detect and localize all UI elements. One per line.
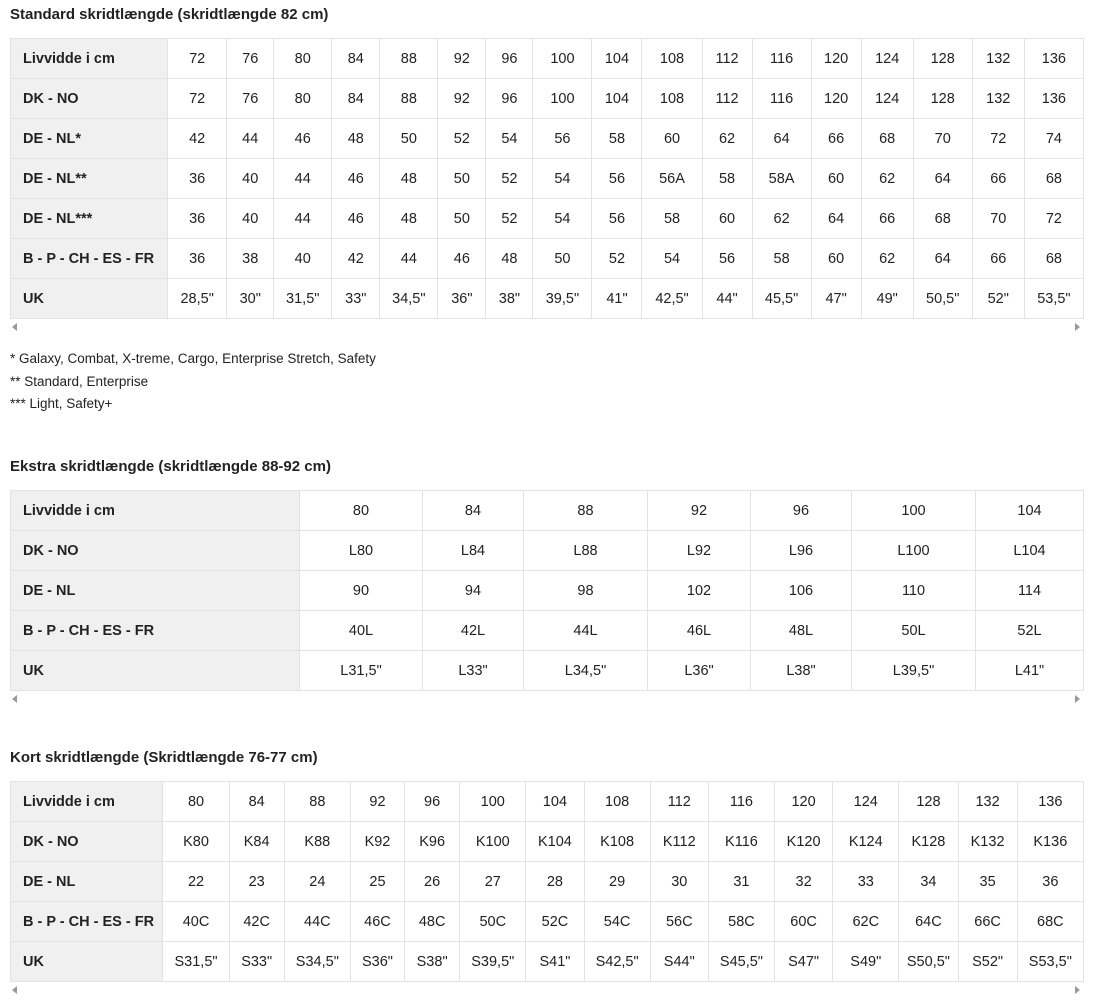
table-cell: 46 xyxy=(332,199,380,239)
table-cell: 68 xyxy=(1024,159,1083,199)
table-cell: 62C xyxy=(833,902,899,942)
table-cell: 49" xyxy=(861,279,913,319)
table-cell: 104 xyxy=(592,39,642,79)
row-header: Livvidde i cm xyxy=(11,491,300,531)
table-cell: 44 xyxy=(274,199,332,239)
table-cell: 128 xyxy=(913,79,972,119)
table-cell: S41" xyxy=(526,942,584,982)
table-cell: 38" xyxy=(486,279,533,319)
table-cell: 58 xyxy=(752,239,811,279)
table-cell: 56A xyxy=(642,159,702,199)
table-row xyxy=(11,942,1084,982)
table-cell: 40 xyxy=(274,239,332,279)
table-cell: 66 xyxy=(861,199,913,239)
table-cell: 42 xyxy=(168,119,227,159)
row-header: DE - NL xyxy=(11,862,163,902)
scroll-left-arrow-icon[interactable] xyxy=(12,323,17,331)
table-cell: 50 xyxy=(533,239,592,279)
table-cell: 64 xyxy=(752,119,811,159)
table-cell: K108 xyxy=(584,822,650,862)
table-cell: 24 xyxy=(284,862,350,902)
table-cell: 34 xyxy=(899,862,958,902)
table-cell: 104 xyxy=(526,782,584,822)
table-row xyxy=(11,611,1084,651)
table-row xyxy=(11,119,1084,159)
table-cell: 28,5" xyxy=(168,279,227,319)
table-cell: 106 xyxy=(751,571,852,611)
table-cell: L92 xyxy=(648,531,751,571)
table-cell: 94 xyxy=(423,571,524,611)
scroll-right-arrow-icon[interactable] xyxy=(1075,695,1080,703)
table-cell: 88 xyxy=(380,79,438,119)
table-cell: 56C xyxy=(650,902,708,942)
table-cell: S34,5" xyxy=(284,942,350,982)
table-cell: L33" xyxy=(423,651,524,691)
table-cell: 36 xyxy=(1017,862,1083,902)
table-cell: L88 xyxy=(524,531,648,571)
table-row xyxy=(11,822,1084,862)
table-cell: 104 xyxy=(976,491,1084,531)
table-cell: S49" xyxy=(833,942,899,982)
table-cell: 92 xyxy=(350,782,404,822)
table-cell: 46C xyxy=(350,902,404,942)
table-cell: 50L xyxy=(852,611,976,651)
row-header: DE - NL** xyxy=(11,159,168,199)
table-cell: 68 xyxy=(861,119,913,159)
table-cell: 48C xyxy=(405,902,460,942)
table-cell: 44L xyxy=(524,611,648,651)
table-row xyxy=(11,491,1084,531)
table-cell: 40 xyxy=(227,159,274,199)
table-cell: 90 xyxy=(300,571,423,611)
table-cell: 48 xyxy=(332,119,380,159)
table-cell: S47" xyxy=(775,942,833,982)
table-row xyxy=(11,902,1084,942)
row-header: DE - NL*** xyxy=(11,199,168,239)
table-cell: 50C xyxy=(460,902,526,942)
extra-size-table-container xyxy=(10,490,1084,691)
table-cell: 124 xyxy=(861,79,913,119)
table-cell: 26 xyxy=(405,862,460,902)
table-cell: 132 xyxy=(972,79,1024,119)
row-header: B - P - CH - ES - FR xyxy=(11,611,300,651)
table-cell: 116 xyxy=(752,79,811,119)
table-cell: 33 xyxy=(833,862,899,902)
table-cell: 45,5" xyxy=(752,279,811,319)
table-cell: 42L xyxy=(423,611,524,651)
table-cell: 66 xyxy=(972,239,1024,279)
table-cell: K92 xyxy=(350,822,404,862)
row-header: UK xyxy=(11,942,163,982)
table-cell: 48L xyxy=(751,611,852,651)
table-cell: 36" xyxy=(438,279,486,319)
table-cell: 92 xyxy=(648,491,751,531)
table-cell: 39,5" xyxy=(533,279,592,319)
table-cell: 30" xyxy=(227,279,274,319)
table-cell: S50,5" xyxy=(899,942,958,982)
table-cell: 52 xyxy=(438,119,486,159)
table-cell: 84 xyxy=(332,79,380,119)
row-header: DK - NO xyxy=(11,822,163,862)
table-cell: 53,5" xyxy=(1024,279,1083,319)
row-header: DK - NO xyxy=(11,531,300,571)
table-cell: 84 xyxy=(423,491,524,531)
table-cell: 124 xyxy=(833,782,899,822)
table-cell: 72 xyxy=(1024,199,1083,239)
table-cell: K100 xyxy=(460,822,526,862)
table-cell: 46L xyxy=(648,611,751,651)
table-cell: 54 xyxy=(533,199,592,239)
table-row xyxy=(11,782,1084,822)
table-row xyxy=(11,199,1084,239)
table-cell: 62 xyxy=(702,119,752,159)
table-row xyxy=(11,651,1084,691)
table-cell: 35 xyxy=(958,862,1017,902)
table-row xyxy=(11,39,1084,79)
table-cell: 74 xyxy=(1024,119,1083,159)
table-cell: S52" xyxy=(958,942,1017,982)
table-cell: 56 xyxy=(592,159,642,199)
table-cell: 60C xyxy=(775,902,833,942)
table-cell: 108 xyxy=(642,79,702,119)
table-row xyxy=(11,531,1084,571)
table-cell: L80 xyxy=(300,531,423,571)
table-cell: 132 xyxy=(972,39,1024,79)
table-cell: L34,5" xyxy=(524,651,648,691)
table-cell: 68C xyxy=(1017,902,1083,942)
table-cell: S38" xyxy=(405,942,460,982)
table-cell: 54C xyxy=(584,902,650,942)
standard-section-title: Standard skridtlængde (skridtlængde 82 cm) xyxy=(10,6,329,23)
table-cell: 116 xyxy=(752,39,811,79)
table-cell: 72 xyxy=(972,119,1024,159)
table-cell: 64 xyxy=(913,159,972,199)
extra-section-title: Ekstra skridtlængde (skridtlængde 88-92 cm) xyxy=(10,458,331,475)
table-cell: 80 xyxy=(274,79,332,119)
table-cell: 46 xyxy=(438,239,486,279)
table-cell: 44C xyxy=(284,902,350,942)
extra-table-scrollbar[interactable] xyxy=(10,692,1084,706)
footnote-triple-star: *** Light, Safety+ xyxy=(10,396,113,411)
table-cell: 23 xyxy=(229,862,284,902)
table-cell: S53,5" xyxy=(1017,942,1083,982)
table-cell: 27 xyxy=(460,862,526,902)
table-cell: 88 xyxy=(524,491,648,531)
table-cell: 96 xyxy=(405,782,460,822)
table-cell: 50,5" xyxy=(913,279,972,319)
table-cell: 92 xyxy=(438,39,486,79)
table-cell: 68 xyxy=(1024,239,1083,279)
table-cell: K128 xyxy=(899,822,958,862)
table-cell: 66C xyxy=(958,902,1017,942)
table-cell: 58A xyxy=(752,159,811,199)
table-cell: 108 xyxy=(642,39,702,79)
table-cell: 64 xyxy=(913,239,972,279)
table-cell: 96 xyxy=(486,39,533,79)
table-row xyxy=(11,571,1084,611)
table-cell: 40 xyxy=(227,199,274,239)
table-cell: 116 xyxy=(708,782,774,822)
table-cell: 108 xyxy=(584,782,650,822)
table-cell: 36 xyxy=(168,239,227,279)
table-cell: 80 xyxy=(274,39,332,79)
table-row xyxy=(11,159,1084,199)
table-cell: 58C xyxy=(708,902,774,942)
table-cell: 100 xyxy=(533,39,592,79)
table-cell: 112 xyxy=(650,782,708,822)
table-cell: 36 xyxy=(168,159,227,199)
table-cell: 80 xyxy=(300,491,423,531)
table-cell: 38 xyxy=(227,239,274,279)
table-cell: 136 xyxy=(1024,79,1083,119)
table-cell: 120 xyxy=(811,79,861,119)
table-cell: 76 xyxy=(227,39,274,79)
table-cell: 44 xyxy=(227,119,274,159)
table-cell: 54 xyxy=(533,159,592,199)
table-cell: 66 xyxy=(811,119,861,159)
table-cell: 76 xyxy=(227,79,274,119)
table-cell: 56 xyxy=(533,119,592,159)
table-cell: 62 xyxy=(861,239,913,279)
row-header: DE - NL xyxy=(11,571,300,611)
table-cell: 110 xyxy=(852,571,976,611)
table-cell: 120 xyxy=(811,39,861,79)
table-cell: 128 xyxy=(913,39,972,79)
table-cell: K80 xyxy=(163,822,229,862)
table-cell: 47" xyxy=(811,279,861,319)
table-cell: 64C xyxy=(899,902,958,942)
table-cell: 52L xyxy=(976,611,1084,651)
extra-size-table xyxy=(10,490,1084,691)
table-cell: 58 xyxy=(592,119,642,159)
table-cell: 52" xyxy=(972,279,1024,319)
footnote-double-star: ** Standard, Enterprise xyxy=(10,373,149,389)
table-cell: S44" xyxy=(650,942,708,982)
table-cell: 29 xyxy=(584,862,650,902)
table-cell: 50 xyxy=(438,199,486,239)
scroll-right-arrow-icon[interactable] xyxy=(1075,986,1080,994)
row-header: B - P - CH - ES - FR xyxy=(11,902,163,942)
table-cell: L96 xyxy=(751,531,852,571)
short-section-title: Kort skridtlængde (Skridtlængde 76-77 cm) xyxy=(10,749,318,766)
table-cell: 40L xyxy=(300,611,423,651)
table-cell: 100 xyxy=(852,491,976,531)
table-cell: 60 xyxy=(811,159,861,199)
table-cell: L31,5" xyxy=(300,651,423,691)
scroll-left-arrow-icon[interactable] xyxy=(12,986,17,994)
short-table-scrollbar[interactable] xyxy=(10,983,1084,997)
table-cell: 64 xyxy=(811,199,861,239)
table-cell: 128 xyxy=(899,782,958,822)
table-cell: 50 xyxy=(380,119,438,159)
scroll-left-arrow-icon[interactable] xyxy=(12,695,17,703)
table-cell: 72 xyxy=(168,79,227,119)
table-cell: 56 xyxy=(592,199,642,239)
table-cell: 52 xyxy=(592,239,642,279)
table-cell: 44 xyxy=(380,239,438,279)
table-cell: 42,5" xyxy=(642,279,702,319)
table-cell: 104 xyxy=(592,79,642,119)
table-cell: 48 xyxy=(380,199,438,239)
table-cell: 70 xyxy=(913,119,972,159)
table-cell: 30 xyxy=(650,862,708,902)
table-cell: 132 xyxy=(958,782,1017,822)
table-cell: 92 xyxy=(438,79,486,119)
table-cell: K96 xyxy=(405,822,460,862)
table-cell: 42C xyxy=(229,902,284,942)
table-cell: 60 xyxy=(642,119,702,159)
scroll-right-arrow-icon[interactable] xyxy=(1075,323,1080,331)
table-cell: 28 xyxy=(526,862,584,902)
table-cell: L36" xyxy=(648,651,751,691)
table-cell: S39,5" xyxy=(460,942,526,982)
table-cell: 72 xyxy=(168,39,227,79)
table-cell: 70 xyxy=(972,199,1024,239)
table-cell: 48 xyxy=(380,159,438,199)
table-cell: K124 xyxy=(833,822,899,862)
footnote-single-star: * Galaxy, Combat, X-treme, Cargo, Enterprise Stretch, Safety xyxy=(10,351,376,366)
table-cell: 112 xyxy=(702,79,752,119)
row-header: UK xyxy=(11,279,168,319)
table-cell: 54 xyxy=(486,119,533,159)
table-cell: L104 xyxy=(976,531,1084,571)
table-cell: 44" xyxy=(702,279,752,319)
table-row xyxy=(11,79,1084,119)
short-size-table-container xyxy=(10,781,1084,982)
table-cell: 54 xyxy=(642,239,702,279)
table-cell: K112 xyxy=(650,822,708,862)
row-header: Livvidde i cm xyxy=(11,39,168,79)
table-cell: S45,5" xyxy=(708,942,774,982)
table-cell: L84 xyxy=(423,531,524,571)
table-cell: 96 xyxy=(486,79,533,119)
row-header: DK - NO xyxy=(11,79,168,119)
table-cell: 36 xyxy=(168,199,227,239)
table-cell: 48 xyxy=(486,239,533,279)
table-cell: 100 xyxy=(460,782,526,822)
footnotes xyxy=(10,348,376,416)
table-cell: 52 xyxy=(486,159,533,199)
table-cell: K88 xyxy=(284,822,350,862)
table-cell: 100 xyxy=(533,79,592,119)
row-header: Livvidde i cm xyxy=(11,782,163,822)
table-cell: 31 xyxy=(708,862,774,902)
table-cell: 96 xyxy=(751,491,852,531)
table-cell: 62 xyxy=(752,199,811,239)
table-cell: 32 xyxy=(775,862,833,902)
table-cell: S42,5" xyxy=(584,942,650,982)
table-cell: 68 xyxy=(913,199,972,239)
standard-size-table xyxy=(10,38,1084,319)
table-cell: S31,5" xyxy=(163,942,229,982)
table-cell: 40C xyxy=(163,902,229,942)
table-cell: 102 xyxy=(648,571,751,611)
table-cell: 62 xyxy=(861,159,913,199)
table-cell: 136 xyxy=(1024,39,1083,79)
table-cell: 44 xyxy=(274,159,332,199)
table-cell: 25 xyxy=(350,862,404,902)
row-header: B - P - CH - ES - FR xyxy=(11,239,168,279)
table-cell: 52C xyxy=(526,902,584,942)
table-cell: 84 xyxy=(332,39,380,79)
table-cell: K120 xyxy=(775,822,833,862)
table-cell: 124 xyxy=(861,39,913,79)
table-cell: 98 xyxy=(524,571,648,611)
table-cell: 120 xyxy=(775,782,833,822)
row-header: UK xyxy=(11,651,300,691)
table-cell: L38" xyxy=(751,651,852,691)
table-cell: L39,5" xyxy=(852,651,976,691)
table-cell: 46 xyxy=(274,119,332,159)
table-cell: 33" xyxy=(332,279,380,319)
row-header: DE - NL* xyxy=(11,119,168,159)
standard-table-scrollbar[interactable] xyxy=(10,320,1084,334)
table-cell: L100 xyxy=(852,531,976,571)
table-cell: 84 xyxy=(229,782,284,822)
table-cell: K116 xyxy=(708,822,774,862)
table-cell: 136 xyxy=(1017,782,1083,822)
table-row xyxy=(11,279,1084,319)
table-cell: 88 xyxy=(284,782,350,822)
table-cell: 80 xyxy=(163,782,229,822)
table-cell: 66 xyxy=(972,159,1024,199)
table-cell: K136 xyxy=(1017,822,1083,862)
table-cell: K132 xyxy=(958,822,1017,862)
table-row xyxy=(11,239,1084,279)
table-cell: 88 xyxy=(380,39,438,79)
table-cell: S33" xyxy=(229,942,284,982)
table-cell: 42 xyxy=(332,239,380,279)
table-row xyxy=(11,862,1084,902)
table-cell: 58 xyxy=(702,159,752,199)
table-cell: 22 xyxy=(163,862,229,902)
table-cell: K84 xyxy=(229,822,284,862)
table-cell: S36" xyxy=(350,942,404,982)
table-cell: L41" xyxy=(976,651,1084,691)
standard-size-table-container xyxy=(10,38,1084,319)
table-cell: 46 xyxy=(332,159,380,199)
short-size-table xyxy=(10,781,1084,982)
table-cell: 114 xyxy=(976,571,1084,611)
table-cell: 58 xyxy=(642,199,702,239)
table-cell: 50 xyxy=(438,159,486,199)
table-cell: 56 xyxy=(702,239,752,279)
table-cell: 41" xyxy=(592,279,642,319)
table-cell: 60 xyxy=(811,239,861,279)
table-cell: 34,5" xyxy=(380,279,438,319)
table-cell: 60 xyxy=(702,199,752,239)
table-cell: K104 xyxy=(526,822,584,862)
table-cell: 112 xyxy=(702,39,752,79)
table-cell: 52 xyxy=(486,199,533,239)
table-cell: 31,5" xyxy=(274,279,332,319)
